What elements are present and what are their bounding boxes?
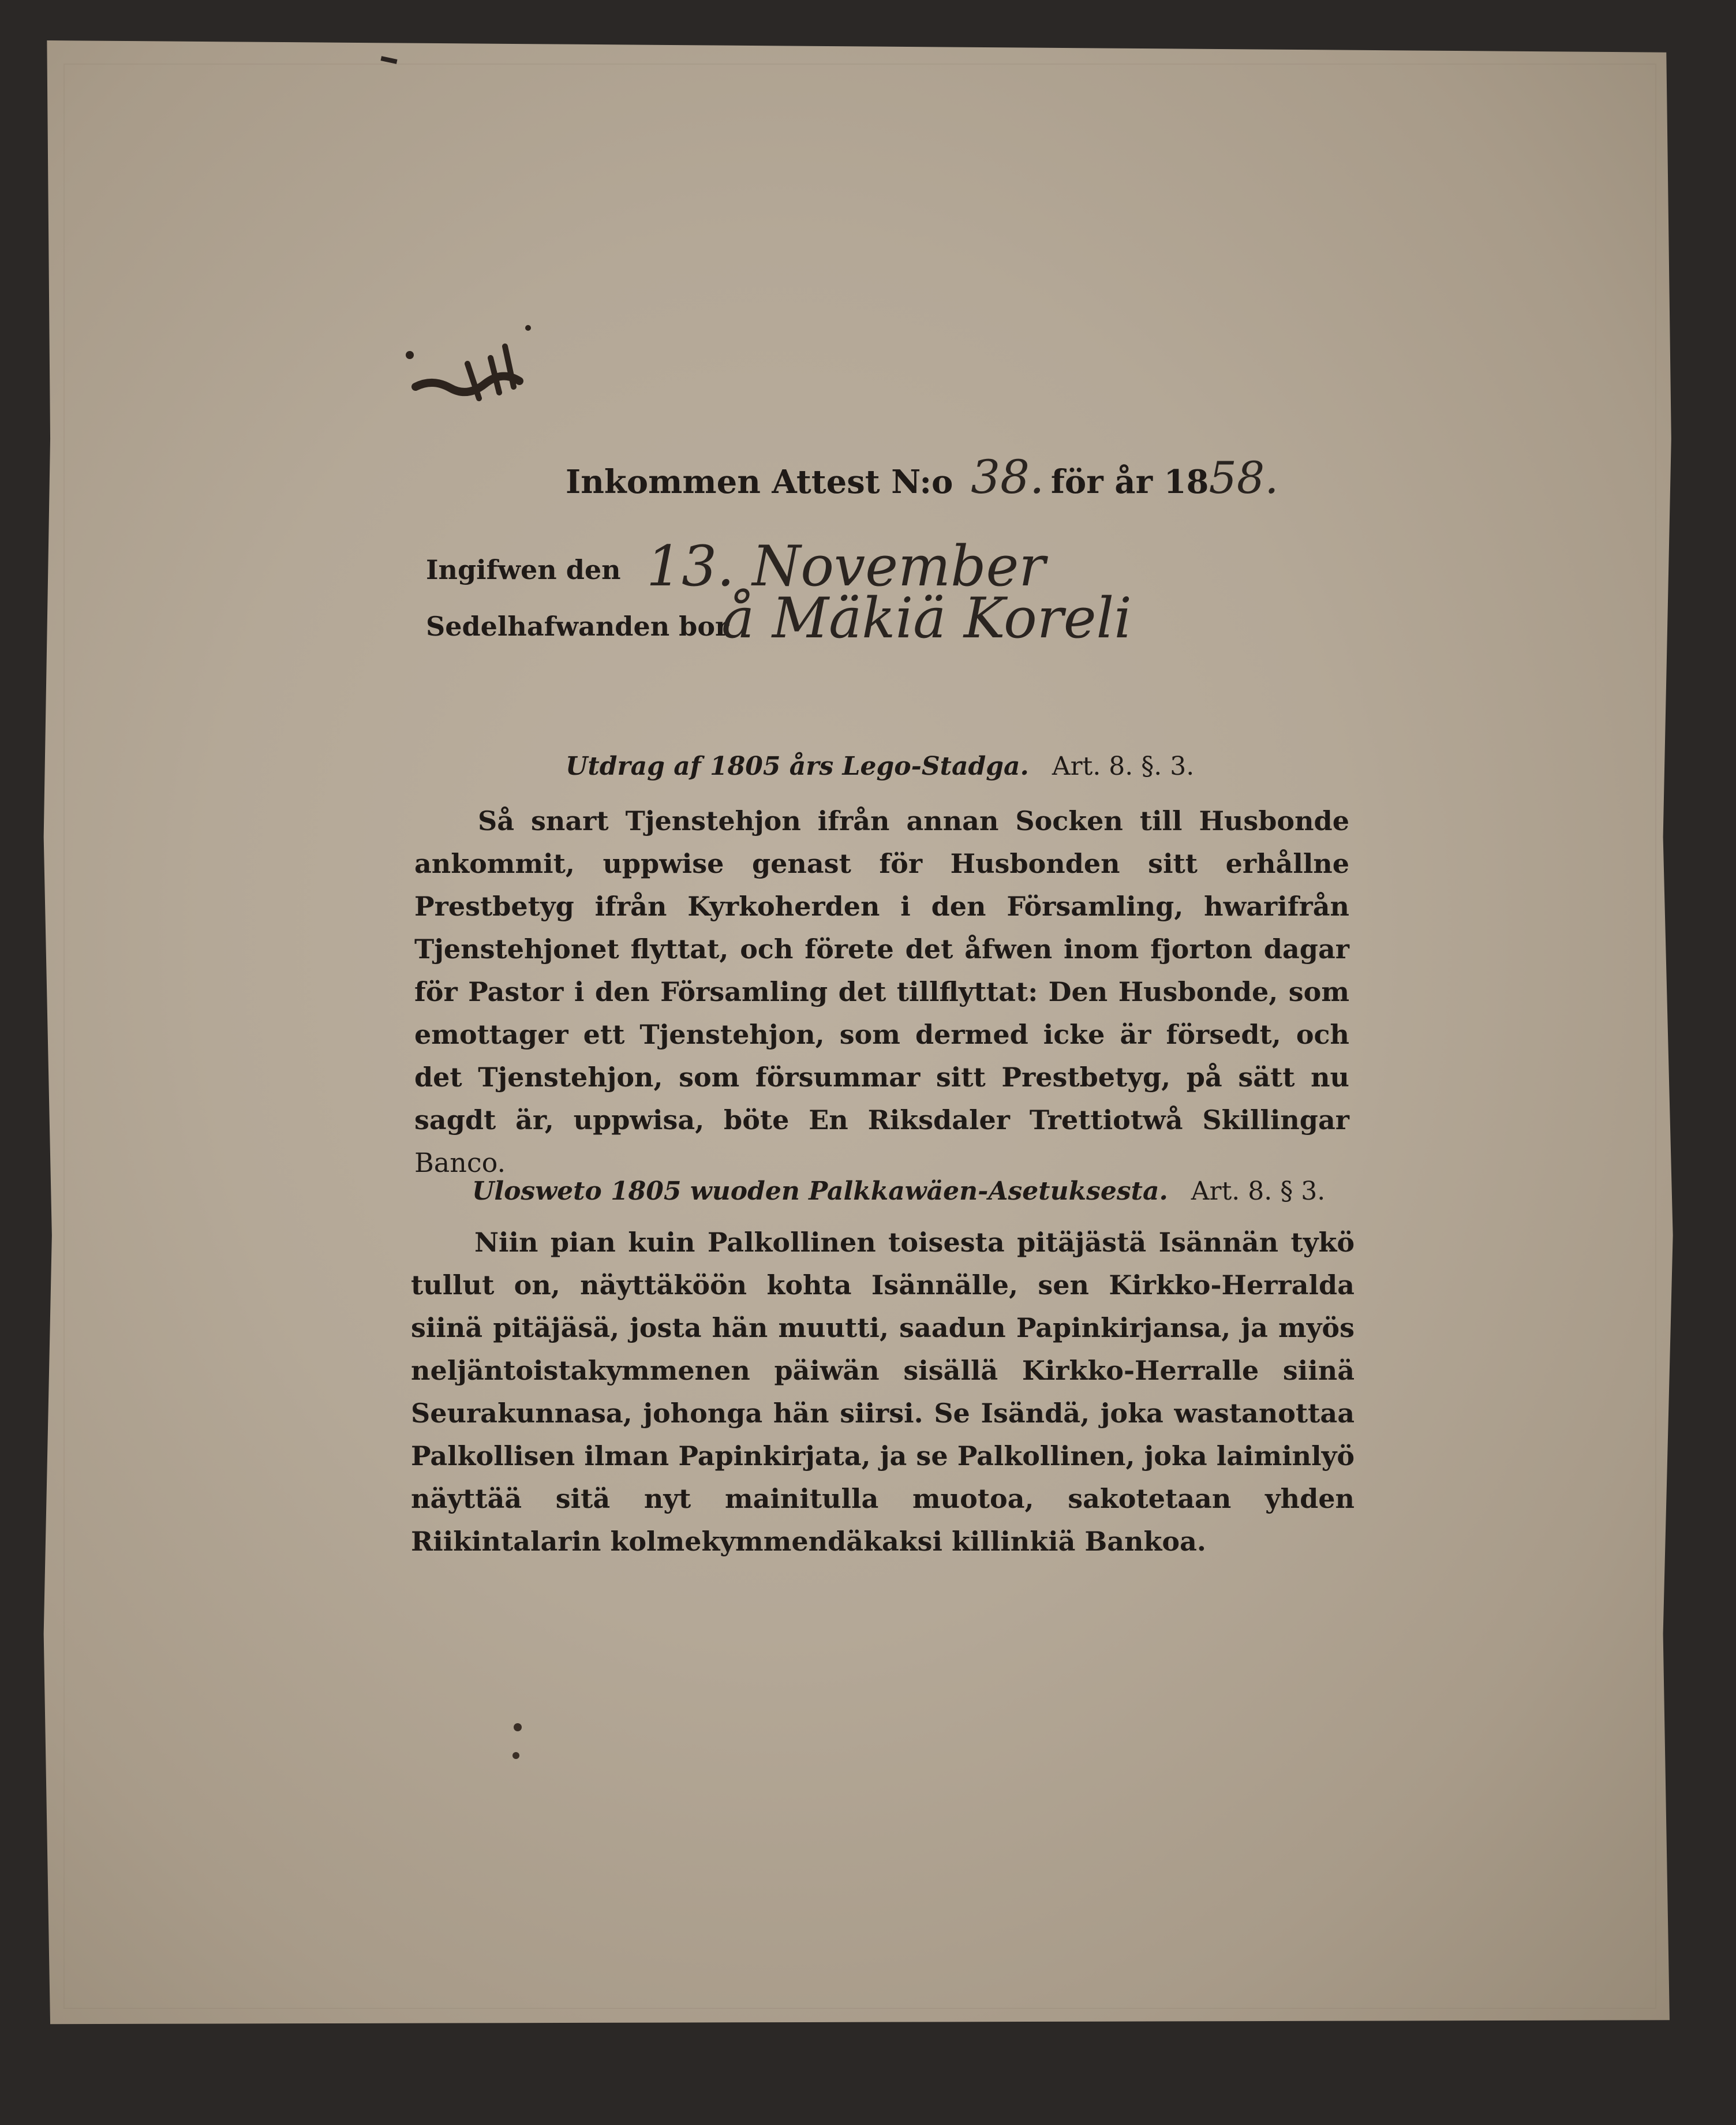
swedish-heading xyxy=(566,752,1194,781)
swedish-paragraph xyxy=(414,800,1349,1184)
title-prefix: Inkommen Attest N:o xyxy=(566,463,953,501)
attest-number: 38. xyxy=(971,450,1045,504)
sedelhafwanden-value: å Mäkiä Koreli xyxy=(721,586,1132,651)
swedish-article: Art. 8. §. 3. xyxy=(1052,752,1195,781)
swedish-body-end: Banco. xyxy=(414,1147,506,1178)
finnish-paragraph: Niin pian kuin Palkollinen toisesta pitäjästä Isännän tykö tullut on, näyttäköön kohta Isännälle, sen Kirkko-Herralda siinä pitäjäsä, josta hän muutti, saadun Papinkirjansa, ja myös neljäntoistakymmenen päiwän sisällä Kirkko-Herralle siinä Seurakunnasa, johonga hän siirsi. Se Isändä, joka wastanottaa Palkollisen ilman Papinkirjata, ja se Palkollinen, joka laiminlyö näyttää sitä nyt mainitulla muotoa, sakotetaan yhden Riikintalarin kolmekymmendäkaksi killinkiä Bankoa. xyxy=(411,1227,1355,1557)
ink-scribble-mark xyxy=(398,323,548,416)
title-mid: för år 18 xyxy=(1050,463,1209,501)
ink-dot xyxy=(514,1723,522,1731)
swedish-heading-text: Utdrag af 1805 års Lego-Stadga. xyxy=(566,752,1029,781)
ingifwen-value: 13. November xyxy=(646,534,1046,599)
finnish-heading xyxy=(472,1177,1325,1206)
attest-title xyxy=(566,450,1278,504)
finnish-heading-text: Ulosweto 1805 wuoden Palkkawäen-Asetuksesta. xyxy=(472,1177,1168,1206)
finnish-article: Art. 8. § 3. xyxy=(1191,1177,1326,1206)
ingifwen-label: Ingifwen den xyxy=(426,554,621,585)
attest-year: 58. xyxy=(1209,452,1279,503)
swedish-body: Så snart Tjenstehjon ifrån annan Socken till Husbonde ankommit, uppwise genast för Husbonden sitt erhållne Prestbetyg ifrån Kyrkoherden i den Församling, hwarifrån Tjenstehjonet flyttat, och förete det åfwen inom fjorton dagar för Pastor i den Församling det tillflyttat: Den Husbonde, som emottager ett Tjenstehjon, som dermed icke är försedt, och det Tjenstehjon, som försummar sitt Prestbetyg, på sätt nu sagdt är, uppwisa, böte En Riksdaler Trettiotwå Skillingar xyxy=(414,805,1349,1136)
sedelhafwanden-label: Sedelhafwanden bor xyxy=(426,611,729,642)
ink-dot xyxy=(512,1752,519,1759)
